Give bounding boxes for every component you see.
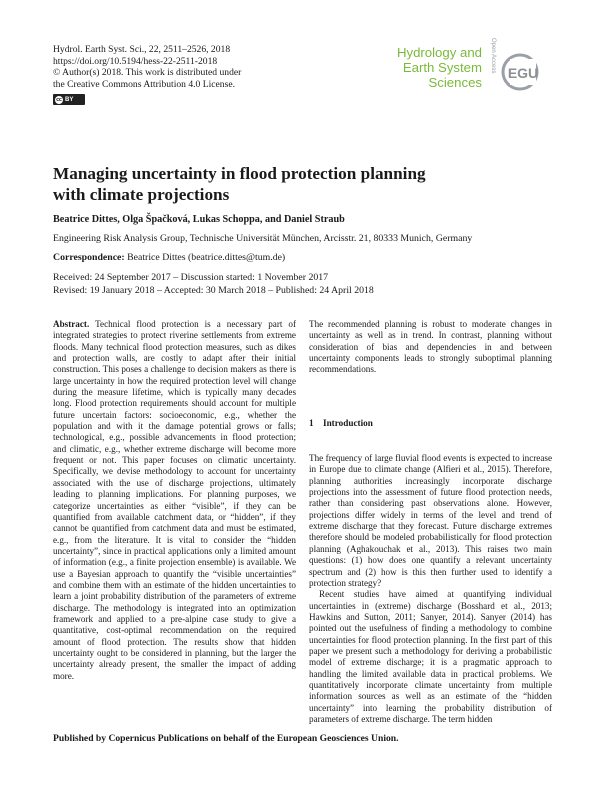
article-meta xyxy=(53,44,241,90)
correspondence xyxy=(53,252,285,263)
citation: Hydrol. Earth Syst. Sci., 22, 2511–2526, 2018 xyxy=(53,44,231,55)
cc-by-label: BY xyxy=(65,96,74,103)
title-line: Managing uncertainty in flood protection planning xyxy=(53,164,426,183)
date-line: Revised: 19 January 2018 – Accepted: 30 March 2018 – Published: 24 April 2018 xyxy=(53,284,374,296)
section-title: Introduction xyxy=(323,417,373,428)
title-line: with climate projections xyxy=(53,184,230,204)
intro-paragraph: The frequency of large fluvial flood events is expected to increase in Europe due to climate change (Alfieri et al., 2015). Therefore, planning authorities increasingly incorporate discharge projections into the assessment of future flood protection needs, rather than considering past observations alone. However, projections differ widely in terms of the level and trend of extreme discharge that they forecast. Future discharge extremes therefore should be modeled probabilistically for flood protection planning (Aghakouchak et al., 2013). This raises two main questions: (1) how does one quantify a relevant uncertainty spectrum and (2) how is this then further used to identify a protection strategy? xyxy=(309,453,552,588)
publisher-footer: Published by Copernicus Publications on behalf of the European Geosciences Union. xyxy=(53,733,399,744)
copyright: © Author(s) 2018. This work is distributed under xyxy=(53,67,242,79)
left-column xyxy=(53,319,296,682)
doi-link[interactable]: https://doi.org/10.5194/hess-22-2511-2018 xyxy=(53,55,218,67)
cc-icon: cc xyxy=(56,96,62,103)
date-line: Received: 24 September 2017 – Discussion started: 1 November 2017 xyxy=(53,272,329,283)
egu-logo-text: EGU xyxy=(507,65,539,81)
section-heading xyxy=(309,418,552,429)
egu-logo-icon xyxy=(500,52,546,92)
license: the Creative Commons Attribution 4.0 License. xyxy=(53,78,235,90)
authors: Beatrice Dittes, Olga Špačková, Lukas Schoppa, and Daniel Straub xyxy=(53,214,345,225)
article-dates xyxy=(53,272,374,297)
journal-line: Hydrology and xyxy=(396,45,482,60)
journal-line: Sciences xyxy=(428,75,482,90)
cc-by-badge[interactable] xyxy=(53,94,85,105)
abstract-continuation: The recommended planning is robust to moderate changes in uncertainty as well as in trend. In contrast, planning without consideration of bias and dependencies in and between uncertainty components leads to strongly suboptimal planning recommendations. xyxy=(309,319,552,375)
page-title xyxy=(53,164,426,205)
abstract-text: Technical flood protection is a necessary part of integrated strategies to protect riverine settlements from extreme floods. Many technical flood protection measures, such as dikes and protection walls, are costly to adapt after their initial construction. This poses a challenge to decision makers as there is large uncertainty in how the required protection level will change during the measure lifetime, which is typically many decades long. Flood protection requirements should account for multiple future uncertain factors: socioeconomic, e.g., whether the population and with it the damage potential grows or falls; technological, e.g., possible advancements in flood protection; and climatic, e.g., whether extreme discharge will become more frequent or not. This paper focuses on climatic uncertainty. Specifically, we devise methodology to account for uncertainty associated with the use of discharge projections, ultimately leading to planning implications. For planning purposes, we categorize uncertainties as either “visible”, if they can be quantified from available catchment data, or “hidden”, if they cannot be quantified from catchment data and must be estimated, e.g., from the literature. It is vital to consider the “hidden uncertainty”, since in practical applications only a limited amount of information (e.g., a finite projection ensemble) is available. We use a Bayesian approach to quantify the “visible uncertainties” and combine them with an estimate of the hidden uncertainties to learn a joint probability distribution of the parameters of extreme discharge. The methodology is integrated into an optimization framework and applied to a pre-alpine case study to give a quantitative, cost-optimal recommendation on the required amount of flood protection. The results show that hidden uncertainty ought to be considered in planning, but the larger the uncertainty already present, the smaller the impact of adding more. xyxy=(53,319,296,681)
right-column xyxy=(309,319,552,725)
open-access-tag xyxy=(486,38,498,110)
journal-name xyxy=(396,45,482,90)
intro-paragraph: Recent studies have aimed at quantifying individual uncertainties in (extreme) discharge (Bosshard et al., 2013; Hawkins and Sutton, 2011; Sanyer, 2014). Sanyer (2014) has pointed out the usefulness of finding a methodology to combine uncertainties for flood protection planning. In the first part of this paper we present such a methodology for deriving a probabilistic model of extreme discharge; it is a pragmatic approach to handling the limited available data in practical problems. We quantitatively incorporate climate uncertainty from multiple information sources as well as an estimate of the “hidden uncertainty” into learning the probability distribution of parameters of extreme discharge. The term hidden xyxy=(309,589,552,724)
journal-line: Earth System xyxy=(402,60,482,75)
abstract-label: Abstract. xyxy=(53,319,90,329)
correspondence-email[interactable]: Beatrice Dittes (beatrice.dittes@tum.de) xyxy=(127,252,286,263)
abstract xyxy=(53,319,296,682)
affiliation: Engineering Risk Analysis Group, Technische Universität München, Arcisstr. 21, 80333 Munich, Germany xyxy=(53,233,473,244)
open-access-label: Open Access xyxy=(490,38,496,74)
correspondence-label: Correspondence: xyxy=(53,252,125,263)
section-number: 1 xyxy=(309,417,314,428)
